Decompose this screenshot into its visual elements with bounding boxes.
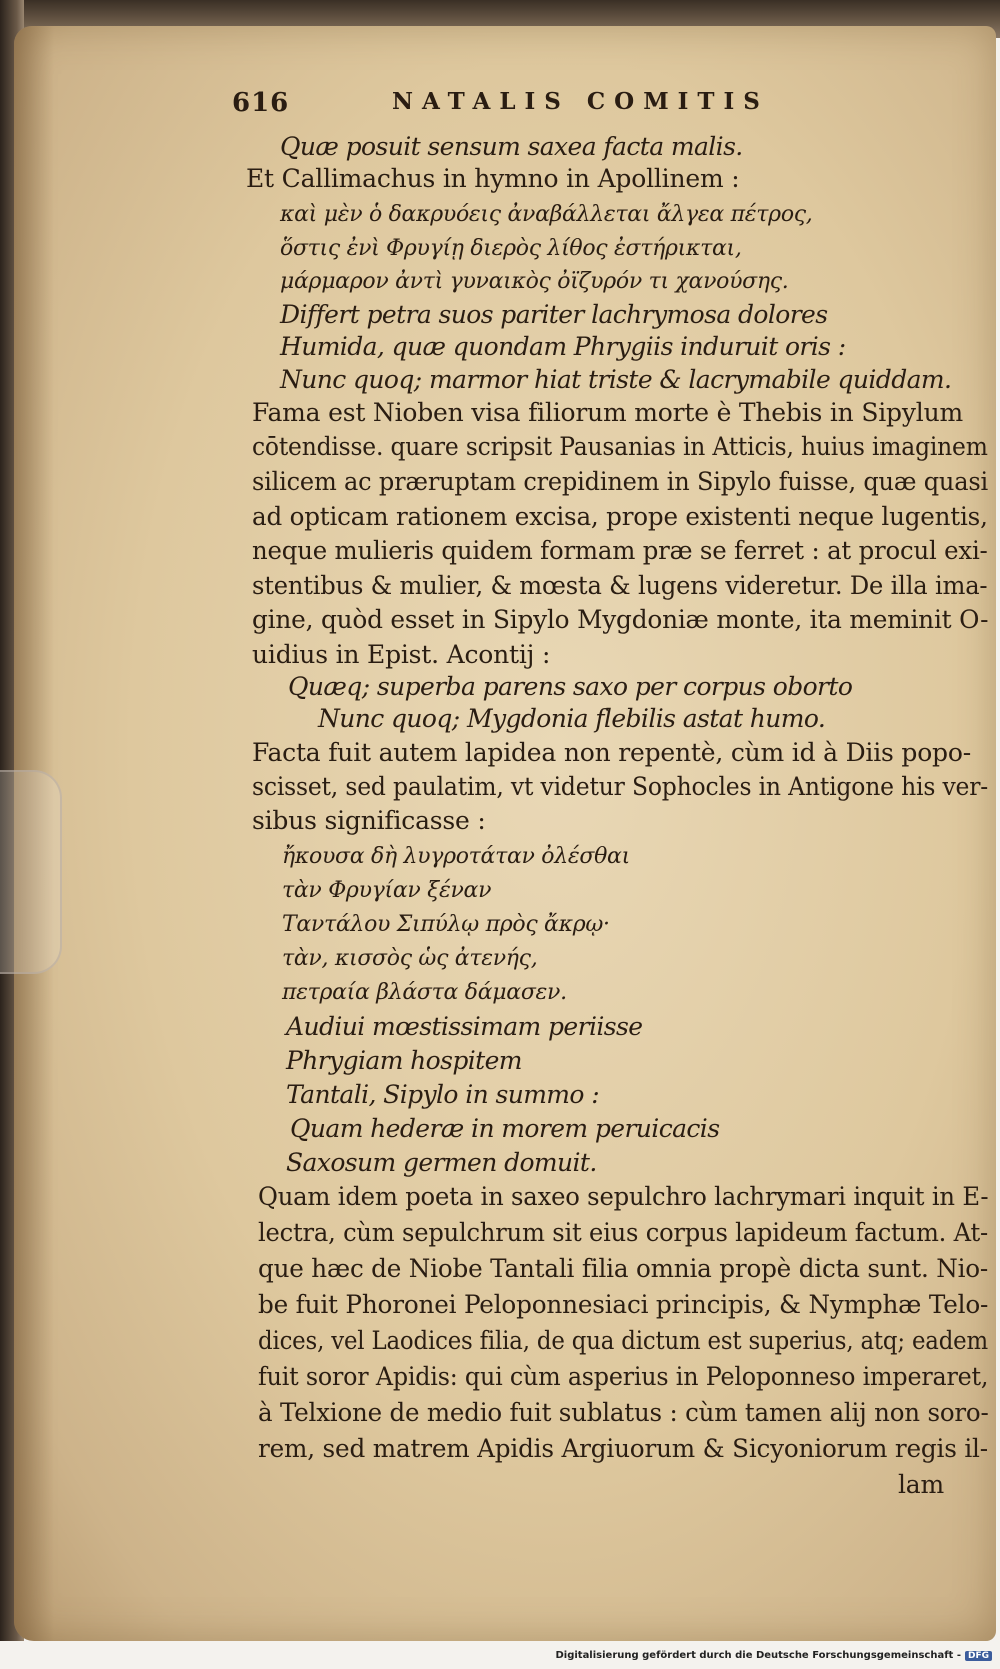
- text-line: Audiui mœstissimam periisse: [286, 1012, 643, 1041]
- text-line: lectra, cùm sepulchrum sit eius corpus lapideum factum. At-: [258, 1218, 989, 1247]
- text-line: dices, vel Laodices filia, de qua dictum est superius, atq; eadem: [258, 1326, 989, 1355]
- text-line: Et Callimachus in hymno in Apollinem :: [246, 164, 740, 193]
- greek-line: καὶ μὲν ὁ δακρυόεις ἀναβάλλεται ἄλγεα πέτρος,: [280, 202, 813, 227]
- greek-line: τὰν Φρυγίαν ξέναν: [282, 878, 492, 903]
- text-line: uidius in Epist. Acontij :: [252, 640, 551, 669]
- text-line: Quæq; superba parens saxo per corpus oborto: [288, 672, 853, 701]
- text-line: gine, quòd esset in Sipylo Mygdoniæ monte, ita meminit O-: [252, 605, 989, 634]
- text-line: Humida, quæ quondam Phrygiis induruit oris :: [280, 332, 846, 361]
- page-number: 616: [232, 88, 290, 118]
- digitization-credit: [555, 1650, 992, 1661]
- text-line: be fuit Phoronei Peloponnesiaci principis, & Nymphæ Telo-: [258, 1290, 989, 1319]
- text-line: à Telxione de medio fuit sublatus : cùm tamen alij non soro-: [258, 1398, 989, 1427]
- text-line: scisset, sed paulatim, vt videtur Sophocles in Antigone his ver-: [252, 772, 989, 801]
- text-line: Quam idem poeta in saxeo sepulchro lachrymari inquit in E-: [258, 1182, 989, 1211]
- text-line: cōtendisse. quare scripsit Pausanias in Atticis, huius imaginem: [252, 432, 988, 461]
- text-line: Differt petra suos pariter lachrymosa dolores: [280, 300, 828, 329]
- credit-text: Digitalisierung gefördert durch die Deutsche Forschungsgemeinschaft -: [555, 1650, 961, 1661]
- greek-line: ὅστις ἐνὶ Φρυγίῃ διερὸς λίθος ἐστήρικται,: [280, 236, 742, 261]
- dfg-logo: DFG: [965, 1651, 992, 1661]
- text-line: Facta fuit autem lapidea non repentè, cùm id à Diis popo-: [252, 738, 971, 767]
- text-line: Quæ posuit sensum saxea facta malis.: [280, 132, 743, 161]
- text-line: Tantali, Sipylo in summo :: [286, 1080, 600, 1109]
- greek-line: μάρμαρον ἀντὶ γυναικὸς ὀϊζυρόν τι χανούσης.: [280, 269, 789, 294]
- text-line: Nunc quoq; marmor hiat triste & lacrymabile quiddam.: [280, 365, 952, 394]
- text-line: sibus significasse :: [252, 806, 486, 835]
- text-line: silicem ac præruptam crepidinem in Sipylo fuisse, quæ quasi: [252, 467, 989, 496]
- running-title: NATALIS COMITIS: [392, 88, 769, 115]
- text-line: Saxosum germen domuit.: [286, 1148, 597, 1177]
- greek-line: ἤκουσα δὴ λυγροτάταν ὀλέσθαι: [282, 844, 630, 869]
- text-line: Phrygiam hospitem: [286, 1046, 522, 1075]
- greek-line: πετραία βλάστα δάμασεν.: [282, 980, 567, 1005]
- greek-line: τὰν, κισσὸς ὡς ἀτενής,: [282, 946, 538, 971]
- text-line: Nunc quoq; Mygdonia flebilis astat humo.: [318, 704, 826, 733]
- text-line: stentibus & mulier, & mœsta & lugens videretur. De illa ima-: [252, 571, 988, 600]
- text-line: Fama est Nioben visa filiorum morte è Thebis in Sipylum: [252, 398, 963, 427]
- text-line: neque mulieris quidem formam præ se ferret : at procul exi-: [252, 536, 988, 565]
- text-line: Quam hederæ in morem peruicacis: [290, 1114, 720, 1143]
- greek-line: Ταντάλου Σιπύλῳ πρὸς ἄκρῳ·: [282, 912, 610, 937]
- text-line: que hæc de Niobe Tantali filia omnia propè dicta sunt. Nio-: [258, 1254, 989, 1283]
- text-line: rem, sed matrem Apidis Argiuorum & Sicyoniorum regis il-: [258, 1434, 988, 1463]
- text-line: ad opticam rationem excisa, prope existenti neque lugentis,: [252, 502, 988, 531]
- text-line: fuit soror Apidis: qui cùm asperius in Peloponneso imperaret,: [258, 1362, 989, 1391]
- catchword: lam: [898, 1470, 945, 1499]
